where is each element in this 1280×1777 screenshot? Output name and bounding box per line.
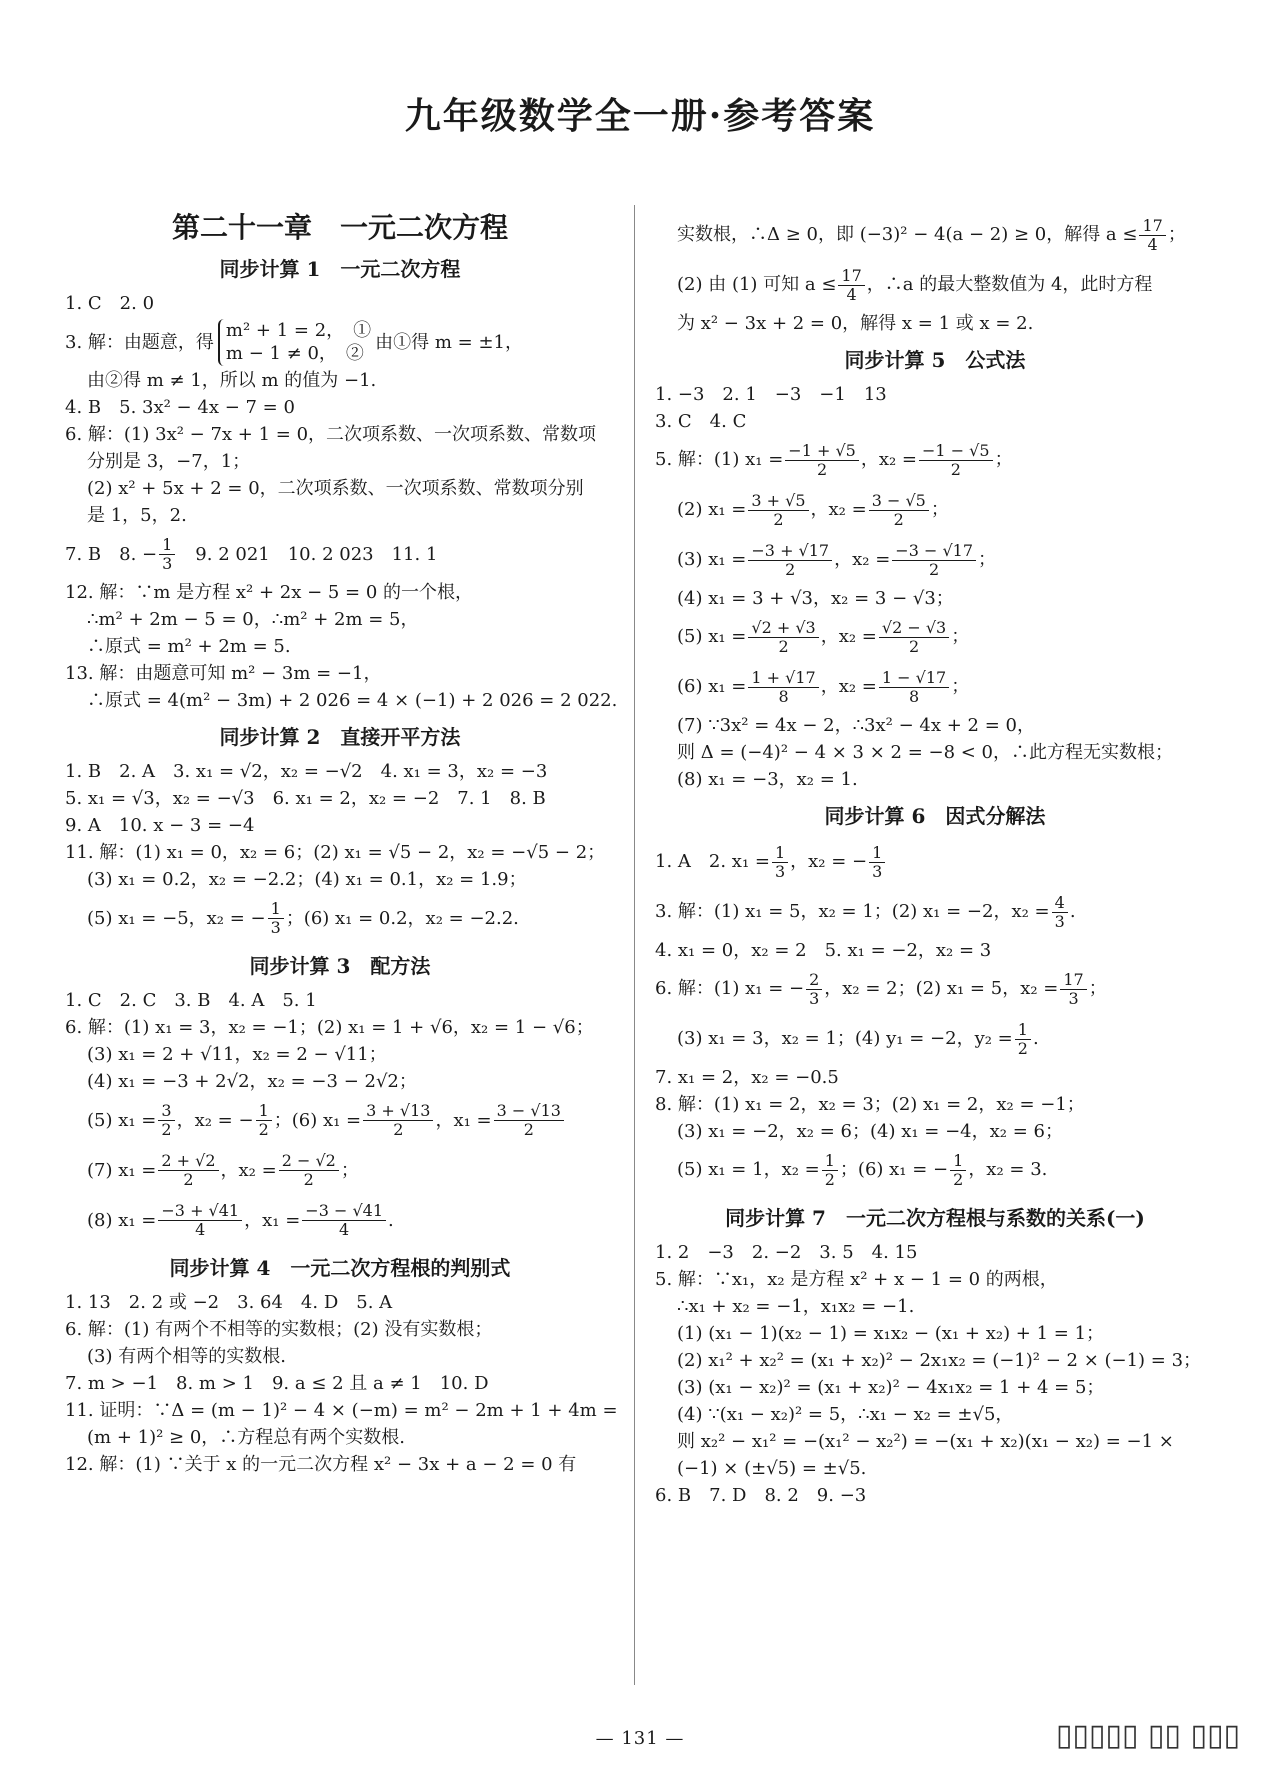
denominator: 2 (773, 509, 784, 529)
answer-text: 5. 解：(1) x₁ = (655, 449, 784, 471)
numerator: 17 (1139, 217, 1165, 236)
denominator: 2 (161, 1119, 172, 1139)
answer-line: 1. 2 −3 2. −2 3. 5 4. 15 (655, 1241, 918, 1263)
fraction (158, 1102, 174, 1138)
answer-text: ； (1088, 978, 1107, 1000)
answer-line: 11. 解：(1) x₁ = 0，x₂ = 6；(2) x₁ = √5 − 2，x₂ = −√5 − 2； (65, 842, 606, 864)
answer-line (655, 210, 1215, 260)
answer-text: 9. 2 021 10. 2 023 11. 1 (177, 543, 438, 565)
numerator: 1 + √17 (748, 669, 818, 688)
answer-line (655, 1014, 1215, 1064)
answer-line (655, 435, 1215, 485)
answer-line: (m + 1)² ≥ 0，∴方程总有两个实数根. (87, 1427, 406, 1449)
answer-line: 4. B 5. 3x² − 4x − 7 = 0 (65, 397, 295, 419)
denominator: 4 (195, 1219, 206, 1239)
answer-line: (3) 有两个相等的实数根. (87, 1346, 286, 1368)
page-number: — 131 — (595, 1728, 685, 1749)
denominator: 4 (1147, 234, 1158, 254)
answer-line: 7. m > −1 8. m > 1 9. a ≤ 2 且 a ≠ 1 10. D (65, 1373, 489, 1395)
numerator: 1 (869, 844, 885, 863)
left-column (65, 210, 618, 1478)
answer-text: ； (978, 549, 996, 571)
denominator: 2 (393, 1119, 404, 1139)
answer-text: 3. 解：由题意，得 (65, 331, 214, 353)
numerator: 1 (1015, 1021, 1031, 1040)
fraction (879, 619, 949, 655)
answer-line: 1. B 2. A 3. x₁ = √2，x₂ = −√2 4. x₁ = 3，x₂ = −3 (65, 761, 548, 783)
fraction (869, 844, 885, 880)
answer-text: ，∴a 的最大整数值为 4，此时方程 (866, 274, 1153, 296)
answer-line: 4. x₁ = 0，x₂ = 2 5. x₁ = −2，x₂ = 3 (655, 939, 992, 961)
answer-line (655, 535, 1215, 585)
answer-text: (3) x₁ = 3，x₂ = 1；(4) y₁ = −2，y₂ = (677, 1028, 1013, 1050)
numerator: 3 − √13 (494, 1102, 564, 1121)
section-heading-5: 同步计算 5 公式法 (844, 348, 1026, 372)
denominator: 3 (1054, 911, 1065, 931)
numerator: −3 + √17 (748, 542, 832, 561)
answer-line: (3) x₁ = 2 + √11，x₂ = 2 − √11； (87, 1044, 387, 1066)
answer-text: ；(6) x₁ = 0.2，x₂ = −2.2. (285, 907, 519, 929)
answer-text: ，x₁ = (435, 1109, 492, 1131)
answer-text: ，x₂ = − (790, 851, 868, 873)
denominator: 2 (908, 636, 920, 656)
fraction (838, 267, 864, 303)
fraction (159, 536, 175, 572)
answer-text: ，x₂ = − (176, 1109, 254, 1131)
answer-text: (6) x₁ = (677, 676, 747, 698)
answer-line: (4) x₁ = 3 + √3，x₂ = 3 − √3； (677, 587, 954, 609)
section-heading-4: 同步计算 4 一元二次方程根的判别式 (169, 1256, 511, 1281)
answer-text: (2) 由 (1) 可知 a ≤ (677, 274, 837, 296)
fraction (158, 1152, 218, 1188)
equation-system (218, 319, 371, 366)
denominator: 8 (778, 686, 789, 706)
answer-text: 6. 解：(1) x₁ = − (655, 978, 805, 1000)
denominator: 2 (303, 1169, 314, 1189)
answer-line (655, 662, 1215, 712)
numerator: −3 + √41 (158, 1202, 242, 1221)
denominator: 8 (908, 686, 920, 706)
answer-text: ，x₂ = (860, 449, 918, 471)
denominator: 2 (1017, 1038, 1028, 1058)
answer-line: 则 Δ = (−4)² − 4 × 3 × 2 = −8 < 0，∴此方程无实数根； (677, 741, 1174, 763)
numerator: 17 (1060, 971, 1086, 990)
denominator: 3 (1068, 988, 1079, 1008)
answer-text: (5) x₁ = (677, 626, 747, 648)
answer-line (655, 260, 1215, 310)
answer-line: 6. 解：(1) x₁ = 3，x₂ = −1；(2) x₁ = 1 + √6，x₂ = 1 − √6； (65, 1017, 594, 1039)
denominator: 3 (162, 553, 173, 573)
fraction (279, 1152, 339, 1188)
denominator: 2 (893, 509, 904, 529)
answer-text: ； (951, 626, 970, 648)
numerator: 1 (822, 1152, 838, 1171)
numerator: 1 (159, 536, 175, 555)
answer-line (655, 485, 1215, 535)
fraction (892, 542, 976, 578)
fraction (494, 1102, 564, 1138)
answer-line: 1. C 2. C 3. B 4. A 5. 1 (65, 990, 317, 1012)
answer-text: ，x₂ = (820, 676, 877, 698)
denominator: 3 (809, 988, 820, 1008)
right-column (655, 210, 1215, 1509)
fraction (879, 669, 949, 705)
answer-line: 12. 解：(1) ∵关于 x 的一元二次方程 x² − 3x + a − 2 = 0 有 (65, 1454, 577, 1476)
numerator: 2 + √2 (158, 1152, 218, 1171)
answer-line (65, 1195, 615, 1245)
answer-line: ∴m² + 2m − 5 = 0，∴m² + 2m = 5， (87, 609, 419, 631)
denominator: 2 (824, 1169, 835, 1189)
numerator: 1 (256, 1102, 272, 1121)
answer-line: (7) ∵3x² = 4x − 2，∴3x² − 4x + 2 = 0， (677, 714, 1035, 736)
numerator: 1 − √17 (879, 669, 949, 688)
answer-line: 3. C 4. C (655, 410, 747, 432)
denominator: 2 (258, 1119, 269, 1139)
denominator: 2 (183, 1169, 194, 1189)
section-heading-6: 同步计算 6 因式分解法 (824, 804, 1046, 828)
answer-text: ；(6) x₁ = (273, 1109, 362, 1131)
answer-line: (2) x₁² + x₂² = (x₁ + x₂)² − 2x₁x₂ = (−1)² − 2 × (−1) = 3； (677, 1349, 1202, 1371)
answer-line-system (65, 317, 615, 367)
section-heading-2: 同步计算 2 直接开平方法 (219, 725, 461, 750)
answer-line: (4) x₁ = −3 + 2√2，x₂ = −3 − 2√2； (87, 1071, 417, 1093)
fraction (1060, 971, 1086, 1007)
numerator: 3 (158, 1102, 174, 1121)
answer-line: 6. B 7. D 8. 2 9. −3 (655, 1484, 867, 1506)
fraction (950, 1152, 966, 1188)
answer-line: 8. 解：(1) x₁ = 2，x₂ = 3；(2) x₁ = 2，x₂ = −1； (655, 1093, 1085, 1115)
answer-line: 1. C 2. 0 (65, 293, 155, 315)
fraction (158, 1202, 242, 1238)
fraction (748, 619, 818, 655)
answer-text: 7. B 8. − (65, 543, 158, 565)
denominator: 2 (785, 559, 796, 579)
page-title: 九年级数学全一册·参考答案 (404, 95, 876, 137)
numerator: −3 − √17 (892, 542, 976, 561)
answer-text: (8) x₁ = (87, 1209, 157, 1231)
numerator: 3 − √5 (869, 492, 929, 511)
fraction (919, 442, 993, 478)
fraction (869, 492, 929, 528)
numerator: 2 (806, 971, 822, 990)
answer-text: ，x₁ = (244, 1209, 301, 1231)
answer-text: ，x₂ = (220, 1159, 277, 1181)
column-divider (634, 205, 635, 1685)
numerator: 1 (268, 900, 284, 919)
answer-line (655, 1145, 1215, 1195)
denominator: 4 (846, 284, 857, 304)
answer-line: 由②得 m ≠ 1，所以 m 的值为 −1. (87, 370, 377, 392)
numerator: −1 − √5 (919, 442, 993, 461)
denominator: 3 (270, 917, 281, 937)
answer-text: 3. 解：(1) x₁ = 5，x₂ = 1；(2) x₁ = −2，x₂ = (655, 901, 1050, 923)
answer-line: 9. A 10. x − 3 = −4 (65, 815, 255, 837)
answer-line (65, 1095, 615, 1145)
fraction (256, 1102, 272, 1138)
answer-line: 12. 解：∵m 是方程 x² + 2x − 5 = 0 的一个根， (65, 582, 474, 604)
answer-text: ，x₂ = 3. (968, 1159, 1048, 1181)
denominator: 3 (872, 861, 883, 881)
answer-line: (8) x₁ = −3，x₂ = 1. (677, 768, 858, 790)
answer-text: ，x₂ = (834, 549, 891, 571)
answer-line: (1) (x₁ − 1)(x₂ − 1) = x₁x₂ − (x₁ + x₂) + 1 = 1； (677, 1322, 1105, 1344)
numerator: −3 − √41 (302, 1202, 386, 1221)
answer-text: ； (930, 499, 949, 521)
answer-text: (5) x₁ = −5，x₂ = − (87, 907, 266, 929)
answer-line: ∴原式 = 4(m² − 3m) + 2 026 = 4 × (−1) + 2 026 = 2 022. (87, 690, 618, 712)
equation-2: m − 1 ≠ 0， ② (225, 343, 364, 365)
denominator: 2 (778, 636, 789, 656)
chapter-title: 第二十一章 一元二次方程 (171, 211, 508, 244)
answer-text: 由①得 m = ±1， (375, 331, 524, 353)
section-heading-7: 同步计算 7 一元二次方程根与系数的关系(一) (725, 1206, 1145, 1230)
answer-line: 则 x₂² − x₁² = −(x₁² − x₂²) = −(x₁ + x₂)(x₁ − x₂) = −1 × (677, 1430, 1174, 1452)
answer-text: . (1069, 901, 1076, 923)
answer-line: 11. 证明：∵Δ = (m − 1)² − 4 × (−m) = m² − 2m + 1 + 4m = (65, 1400, 618, 1422)
answer-line: ∴x₁ + x₂ = −1，x₁x₂ = −1. (677, 1295, 915, 1317)
numerator: √2 − √3 (879, 619, 949, 638)
answer-text: 1. A 2. x₁ = (655, 851, 770, 873)
answer-text: ； (340, 1159, 359, 1181)
answer-line (65, 893, 615, 943)
answer-line: (4) ∵(x₁ − x₂)² = 5，∴x₁ − x₂ = ±√5， (677, 1403, 1014, 1425)
equation-1: m² + 1 = 2， ① (225, 320, 372, 341)
answer-text: (2) x₁ = (677, 499, 747, 521)
answer-line: 5. x₁ = √3，x₂ = −√3 6. x₁ = 2，x₂ = −2 7. 1 8. B (65, 788, 546, 810)
fraction (748, 669, 818, 705)
fraction (302, 1202, 386, 1238)
section-heading-1: 同步计算 1 一元二次方程 (219, 257, 461, 282)
answer-line: 6. 解：(1) 有两个不相等的实数根；(2) 没有实数根； (65, 1319, 493, 1341)
answer-text: (5) x₁ = (87, 1109, 157, 1131)
fraction (785, 442, 859, 478)
answer-text: ，x₂ = (810, 499, 867, 521)
fraction (1052, 894, 1068, 930)
numerator: 2 − √2 (279, 1152, 339, 1171)
answer-text: ； (951, 676, 970, 698)
answer-text: (5) x₁ = 1，x₂ = (677, 1159, 820, 1181)
fraction (363, 1102, 433, 1138)
fraction (1015, 1021, 1031, 1057)
answer-text: ，x₂ = (820, 626, 877, 648)
numerator: 17 (838, 267, 864, 286)
answer-line: 分别是 3，−7，1； (87, 451, 251, 473)
denominator: 2 (950, 459, 961, 479)
fraction (806, 971, 822, 1007)
answer-text: ； (1167, 224, 1186, 246)
answer-line: 是 1，5，2. (87, 505, 187, 527)
numerator: 4 (1052, 894, 1068, 913)
binding-marks-icon: ▯▯▯▯▯ ▯▯ ▯▯▯ (1055, 1718, 1240, 1753)
answer-line: 5. 解：∵x₁，x₂ 是方程 x² + x − 1 = 0 的两根， (655, 1268, 1058, 1290)
answer-line: 1. 13 2. 2 或 −2 3. 64 4. D 5. A (65, 1292, 393, 1314)
answer-line (655, 837, 1215, 887)
answer-line (65, 529, 615, 579)
fraction (772, 844, 788, 880)
fraction (822, 1152, 838, 1188)
answer-line (655, 612, 1215, 662)
answer-text: (3) x₁ = (677, 549, 747, 571)
denominator: 2 (816, 459, 828, 479)
numerator: 3 + √13 (363, 1102, 433, 1121)
denominator: 2 (929, 559, 940, 579)
answer-line: (3) x₁ = 0.2，x₂ = −2.2；(4) x₁ = 0.1，x₂ = 1.9； (87, 869, 527, 891)
answer-line (655, 964, 1215, 1014)
answer-line (655, 887, 1215, 937)
denominator: 2 (523, 1119, 534, 1139)
answer-text: . (388, 1209, 394, 1231)
numerator: √2 + √3 (748, 619, 818, 638)
answer-line: (−1) × (±√5) = ±√5. (677, 1457, 867, 1479)
denominator: 2 (953, 1169, 964, 1189)
numerator: −1 + √5 (785, 442, 859, 461)
answer-line: 13. 解：由题意可知 m² − 3m = −1， (65, 663, 382, 685)
numerator: 1 (772, 844, 788, 863)
answer-text: (7) x₁ = (87, 1159, 157, 1181)
fraction (748, 492, 808, 528)
answer-line: (2) x² + 5x + 2 = 0，二次项系数、一次项系数、常数项分别 (87, 478, 584, 500)
answer-text: ，x₂ = 2；(2) x₁ = 5，x₂ = (824, 978, 1059, 1000)
fraction (268, 900, 284, 936)
answer-line: 为 x² − 3x + 2 = 0，解得 x = 1 或 x = 2. (677, 312, 1034, 334)
answer-line: (3) (x₁ − x₂)² = (x₁ + x₂)² − 4x₁x₂ = 1 + 4 = 5； (677, 1376, 1105, 1398)
denominator: 3 (774, 861, 786, 881)
answer-line: ∴原式 = m² + 2m = 5. (87, 636, 291, 658)
answer-line: 1. −3 2. 1 −3 −1 13 (655, 383, 887, 405)
answer-line: 7. x₁ = 2，x₂ = −0.5 (655, 1066, 839, 1088)
answer-text: 实数根，∴Δ ≥ 0，即 (−3)² − 4(a − 2) ≥ 0，解得 a ≤ (677, 224, 1138, 246)
answer-line: 6. 解：(1) 3x² − 7x + 1 = 0，二次项系数、一次项系数、常数项 (65, 424, 597, 446)
answer-text: ； (994, 449, 1013, 471)
answer-text: ；(6) x₁ = − (839, 1159, 949, 1181)
numerator: 3 + √5 (748, 492, 808, 511)
denominator: 4 (339, 1219, 350, 1239)
fraction (748, 542, 832, 578)
answer-line (65, 1145, 615, 1195)
answer-line: (3) x₁ = −2，x₂ = 6；(4) x₁ = −4，x₂ = 6； (677, 1120, 1063, 1142)
numerator: 1 (950, 1152, 966, 1171)
answer-text: . (1032, 1028, 1039, 1050)
section-heading-3: 同步计算 3 配方法 (249, 954, 431, 979)
fraction (1139, 217, 1165, 253)
